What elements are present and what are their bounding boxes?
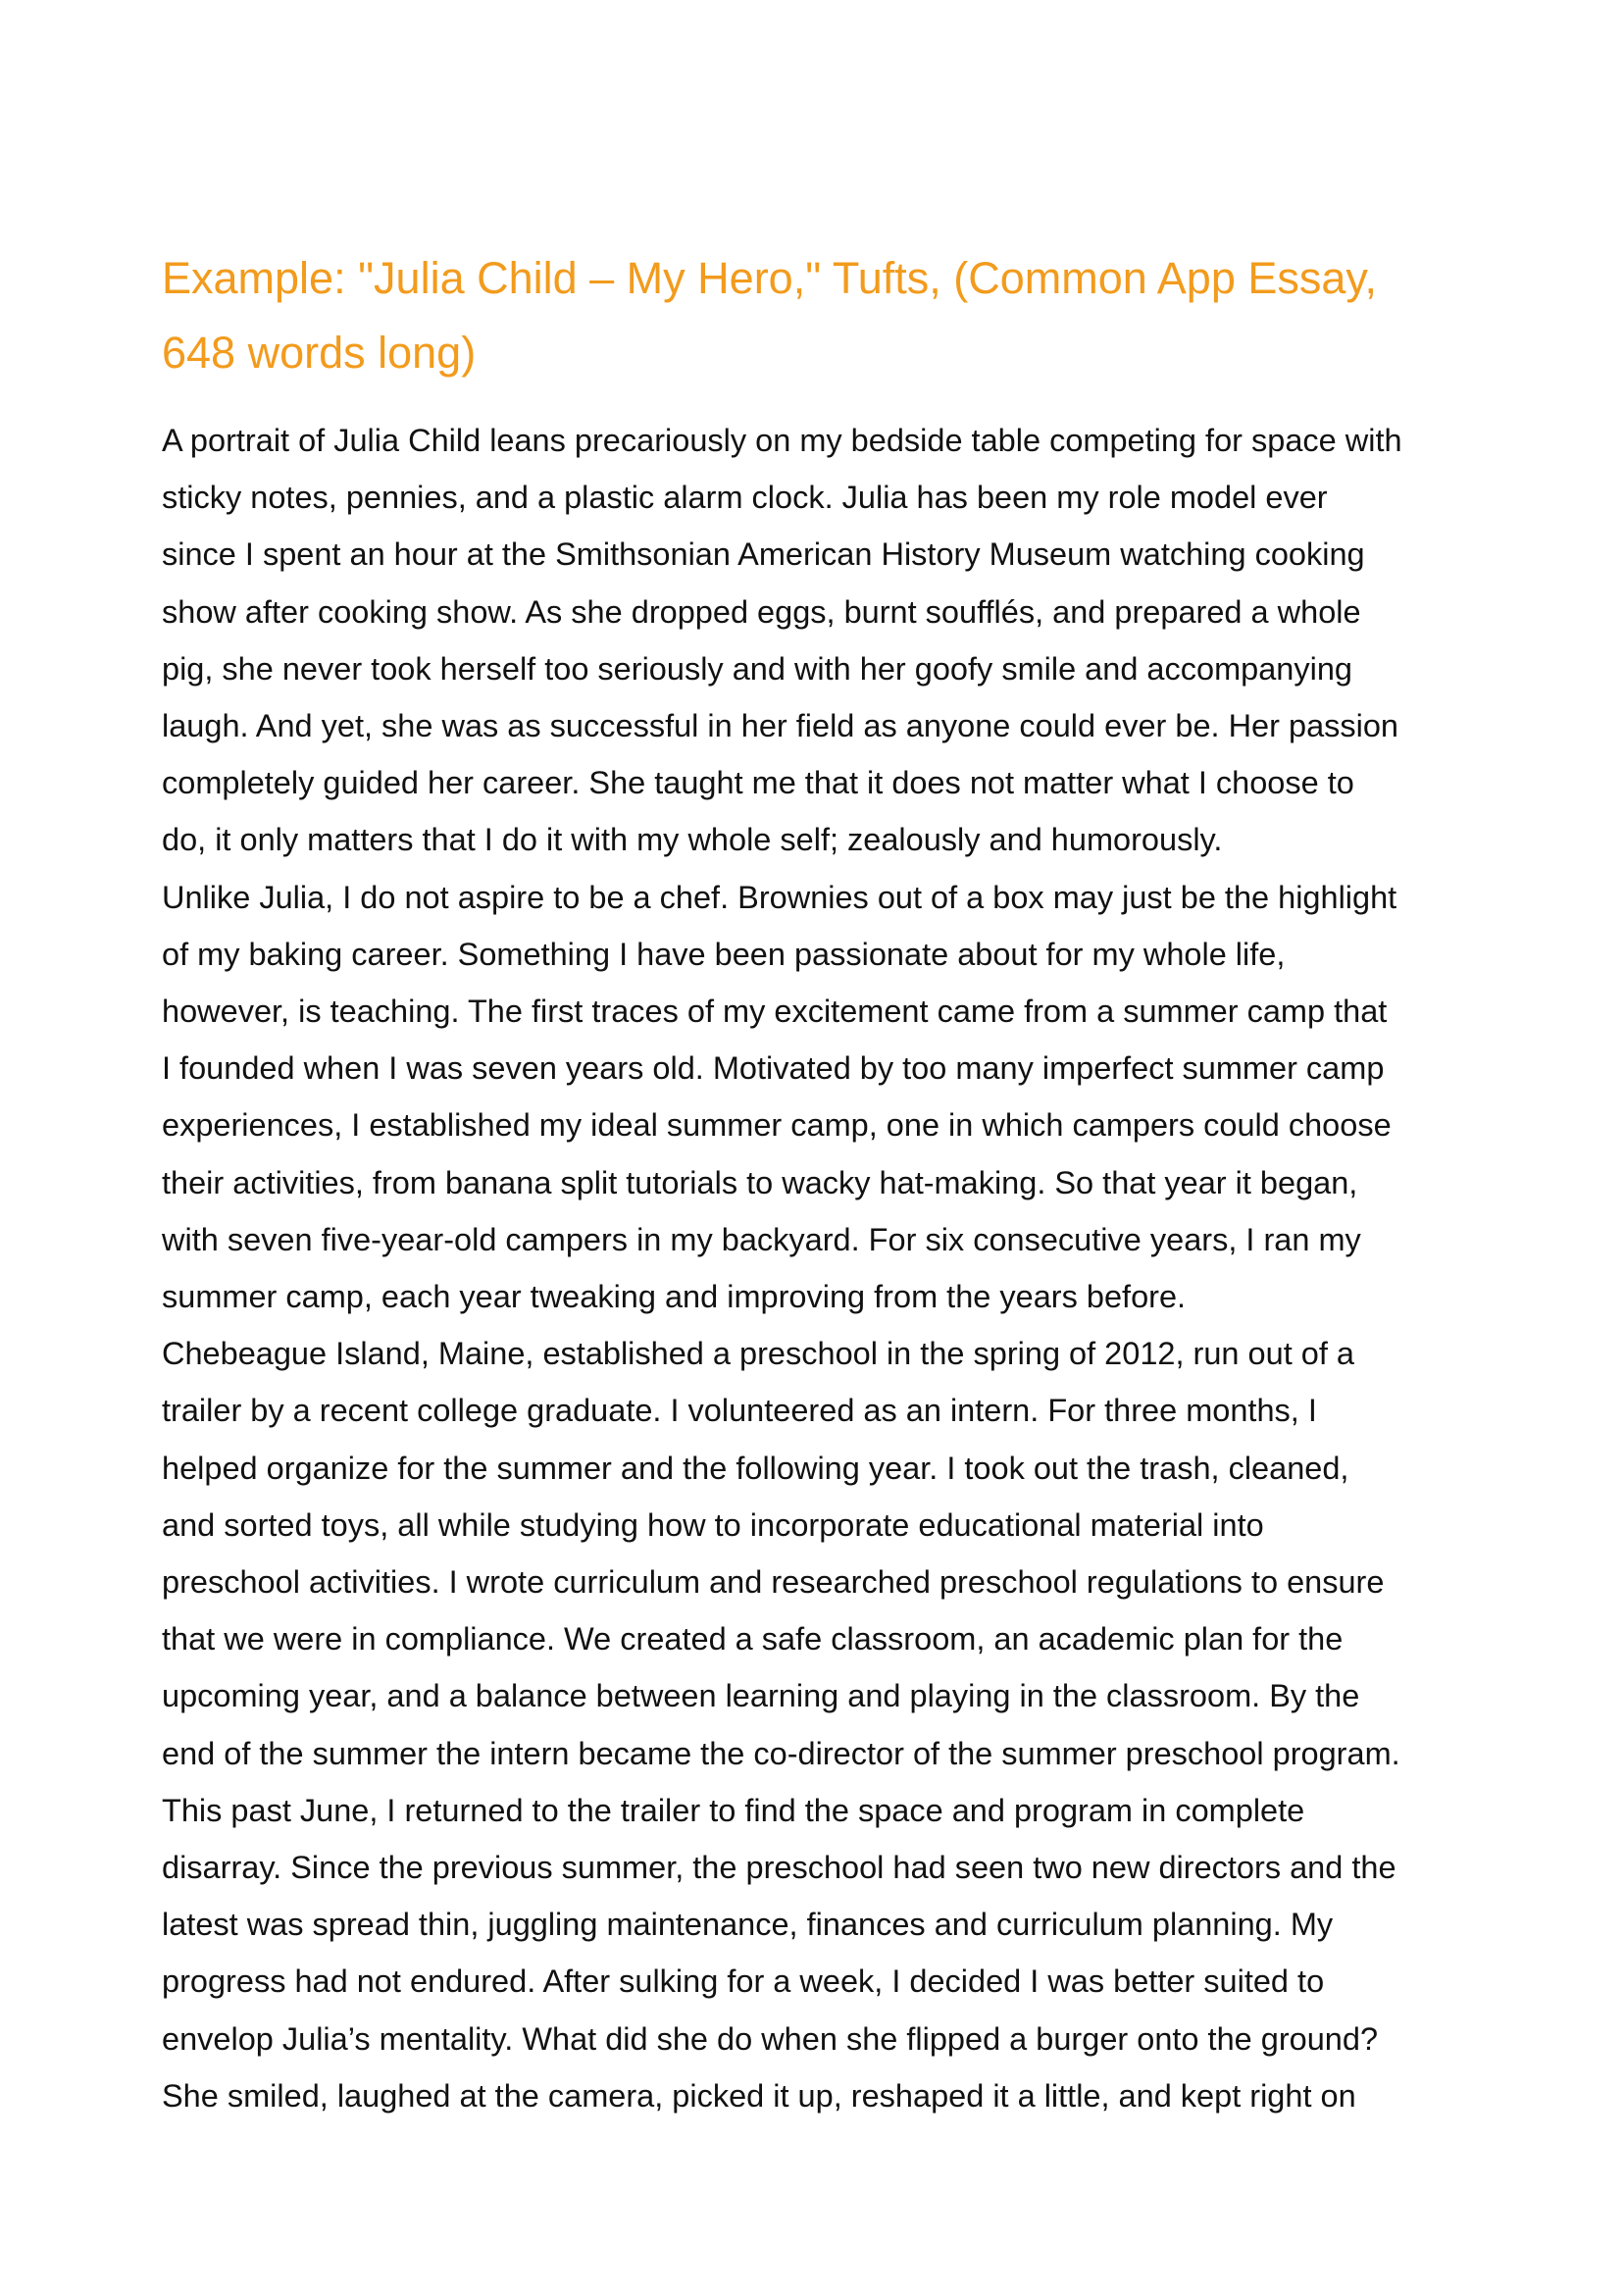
text-line: summer camp, each year tweaking and improving from the years before. <box>162 1279 1187 1315</box>
text-line: helped organize for the summer and the following year. I took out the trash, cleaned, <box>162 1450 1349 1486</box>
text-line: show after cooking show. As she dropped eggs, burnt soufflés, and prepared a whole <box>162 593 1361 630</box>
text-line: their activities, from banana split tutorials to wacky hat-making. So that year it began, <box>162 1164 1358 1200</box>
text-line: upcoming year, and a balance between learning and playing in the classroom. By the <box>162 1678 1360 1714</box>
text-line: sticky notes, pennies, and a plastic alarm clock. Julia has been my role model ever <box>162 480 1328 516</box>
text-line: since I spent an hour at the Smithsonian American History Museum watching cooking <box>162 536 1365 573</box>
text-line: disarray. Since the previous summer, the preschool had seen two new directors and the <box>162 1850 1396 1886</box>
text-line: however, is teaching. The first traces of my excitement came from a summer camp that <box>162 994 1388 1030</box>
text-line: with seven five-year-old campers in my backyard. For six consecutive years, I ran my <box>162 1221 1361 1257</box>
text-line: that we were in compliance. We created a safe classroom, an academic plan for the <box>162 1621 1344 1657</box>
text-line: A portrait of Julia Child leans precariously on my bedside table competing for space with <box>162 423 1402 458</box>
text-line: envelop Julia’s mentality. What did she do when she flipped a burger onto the ground? <box>162 2020 1379 2057</box>
title-line: Example: "Julia Child – My Hero," Tufts, (Common App Essay, <box>162 253 1378 303</box>
text-line: end of the summer the intern became the co-director of the summer preschool program. <box>162 1735 1400 1771</box>
text-line: experiences, I established my ideal summer camp, one in which campers could choose <box>162 1107 1392 1144</box>
text-line: I founded when I was seven years old. Motivated by too many imperfect summer camp <box>162 1050 1385 1087</box>
text-line: progress had not endured. After sulking for a week, I decided I was better suited to <box>162 1963 1325 2000</box>
text-line: trailer by a recent college graduate. I volunteered as an intern. For three months, I <box>162 1393 1317 1429</box>
text-line: She smiled, laughed at the camera, picked it up, reshaped it a little, and kept right on <box>162 2077 1356 2114</box>
text-line: laugh. And yet, she was as successful in her field as anyone could ever be. Her passion <box>162 708 1399 744</box>
text-line: pig, she never took herself too seriously and with her goofy smile and accompanying <box>162 650 1353 687</box>
text-line: completely guided her career. She taught me that it does not matter what I choose to <box>162 765 1354 801</box>
text-line: This past June, I returned to the trailer to find the space and program in complete <box>162 1792 1305 1828</box>
text-line: Chebeague Island, Maine, established a preschool in the spring of 2012, run out of a <box>162 1336 1354 1372</box>
essay-body <box>162 412 1476 2124</box>
title-line: 648 words long) <box>162 328 477 378</box>
text-line: of my baking career. Something I have been passionate about for my whole life, <box>162 936 1286 972</box>
text-line: do, it only matters that I do it with my whole self; zealously and humorously. <box>162 822 1223 858</box>
text-line: and sorted toys, all while studying how to incorporate educational material into <box>162 1506 1264 1543</box>
text-line: preschool activities. I wrote curriculum and researched preschool regulations to ensure <box>162 1564 1385 1601</box>
text-line: latest was spread thin, juggling maintenance, finances and curriculum planning. My <box>162 1907 1334 1943</box>
text-line: Unlike Julia, I do not aspire to be a chef. Brownies out of a box may just be the highlight <box>162 879 1397 915</box>
essay-title <box>162 241 1466 390</box>
